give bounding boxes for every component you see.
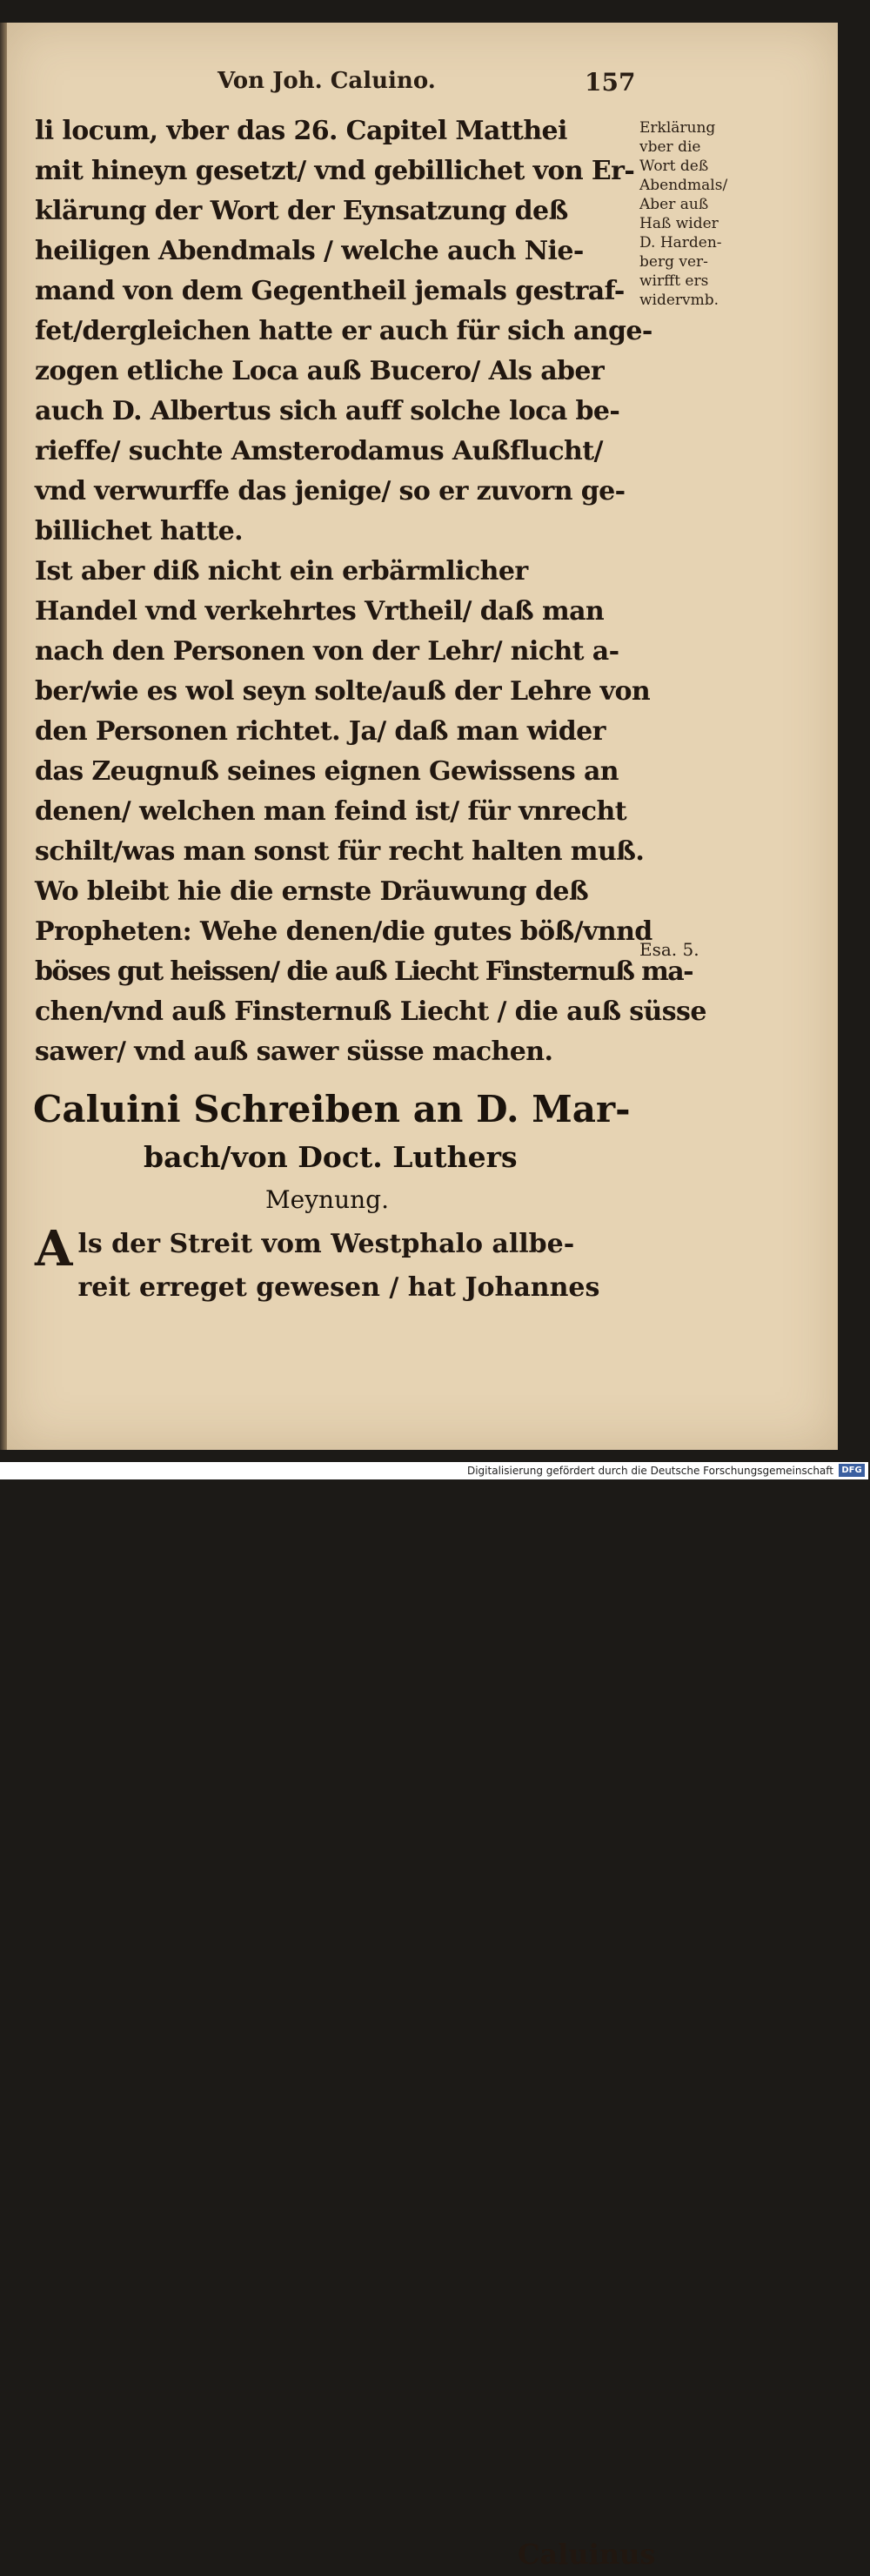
margin-note-line: widervmb. [639, 292, 719, 309]
running-head: Von Joh. Caluino. [218, 68, 436, 94]
body-line: das Zeugnuß seines eignen Gewissens an [35, 756, 619, 787]
footer-credit: Digitalisierung gefördert durch die Deutsche Forschungsgemeinschaft [466, 1465, 833, 1477]
margin-note-line: Abendmals/ [639, 177, 728, 194]
body-line: chen/vnd auß Finsternuß Liecht / die auß süsse [35, 996, 706, 1027]
catchword: Caluinus [518, 2538, 656, 2571]
margin-note-line: D. Harden- [639, 234, 722, 252]
margin-note-line: berg ver- [639, 253, 708, 271]
body-line: Ist aber diß nicht ein erbärmlicher [35, 556, 528, 587]
body-line: denen/ welchen man feind ist/ für vnrecht [35, 796, 626, 827]
body-line: ls der Streit vom Westphalo allbe- [77, 1229, 575, 1259]
body-line: nach den Personen von der Lehr/ nicht a- [35, 636, 619, 667]
body-line: heiligen Abendmals / welche auch Nie- [35, 236, 584, 266]
page-number: 157 [585, 68, 636, 97]
body-line: mand von dem Gegentheil jemals gestraf- [35, 276, 625, 306]
margin-note-line: Haß wider [639, 215, 719, 232]
body-line: zogen etliche Loca auß Bucero/ Als aber [35, 356, 605, 386]
margin-note-line: vber die [639, 138, 701, 156]
margin-note-line: wirfft ers [639, 272, 709, 290]
section-heading-line-2: bach/von Doct. Luthers [144, 1140, 518, 1174]
body-line: fet/dergleichen hatte er auch für sich ange- [35, 316, 652, 346]
section-heading-line-3: Meynung. [265, 1185, 389, 1214]
body-line: klärung der Wort der Eynsatzung deß [35, 196, 568, 226]
page-header [35, 68, 644, 103]
dfg-logo: DFG [839, 1464, 865, 1477]
body-line: auch D. Albertus sich auff solche loca be- [35, 396, 620, 426]
body-line: vnd verwurffe das jenige/ so er zuvorn ge- [35, 476, 626, 506]
margin-note-line: Aber auß [639, 196, 709, 213]
body-line: schilt/was man sonst für recht halten muß. [35, 836, 645, 867]
margin-note [639, 118, 744, 310]
drop-cap: A [35, 1220, 73, 1278]
body-line: rieffe/ suchte Amsterodamus Außflucht/ [35, 436, 603, 466]
body-line: li locum, vber das 26. Capitel Matthei [35, 116, 567, 146]
body-line: ber/wie es wol seyn solte/auß der Lehre von [35, 676, 651, 707]
body-line: reit erreget gewesen / hat Johannes [77, 1272, 600, 1303]
body-line: böses gut heissen/ die auß Liecht Finsternuß ma- [35, 956, 693, 987]
body-line: sawer/ vnd auß sawer süsse machen. [35, 1036, 553, 1067]
body-line: Handel vnd verkehrtes Vrtheil/ daß man [35, 596, 605, 627]
margin-note-line: Erklärung [639, 119, 716, 137]
body-line: Propheten: Wehe denen/die gutes böß/vnnd [35, 916, 652, 947]
body-line: billichet hatte. [35, 516, 243, 547]
margin-note-line: Wort deß [639, 158, 709, 175]
body-line: Wo bleibt hie die ernste Dräuwung deß [35, 876, 589, 907]
margin-note-reference: Esa. 5. [639, 939, 699, 960]
section-heading: Caluini Schreiben an D. Mar- [33, 1088, 631, 1130]
body-line: mit hineyn gesetzt/ vnd gebillichet von Er- [35, 156, 635, 186]
body-line: den Personen richtet. Ja/ daß man wider [35, 716, 606, 747]
digitization-footer [0, 1462, 868, 1479]
